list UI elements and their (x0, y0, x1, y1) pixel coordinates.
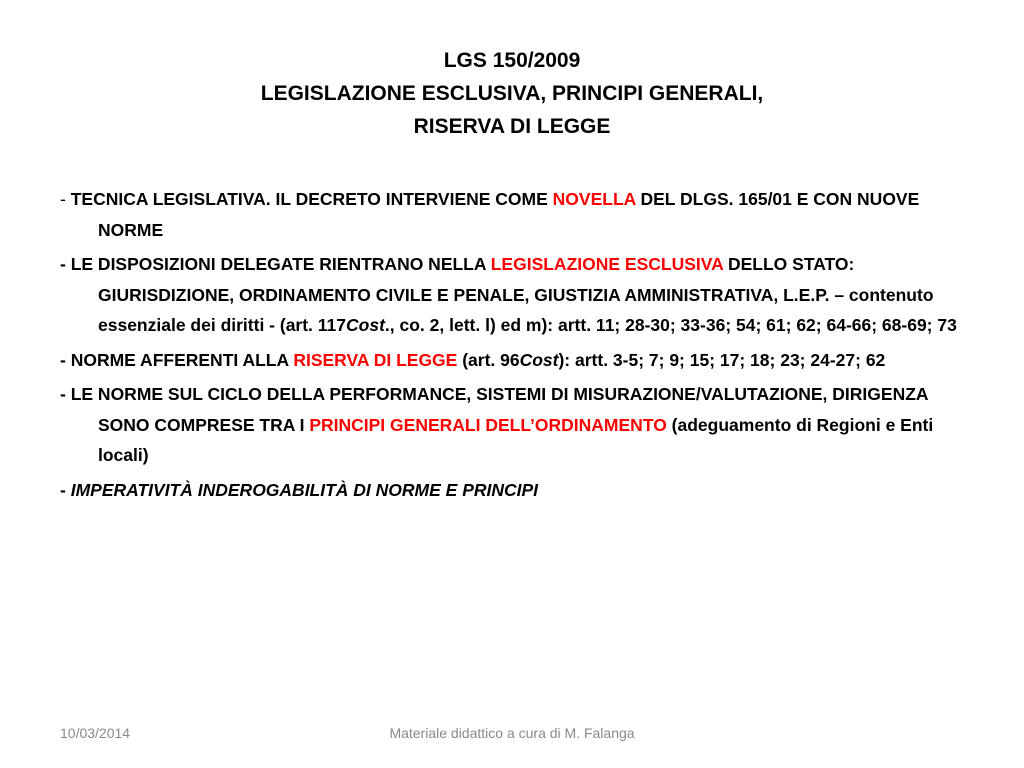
slide-title (0, 44, 1024, 143)
highlight-principi-generali: PRINCIPI GENERALI DELL’ORDINAMENTO (309, 414, 667, 435)
bullet-text: (art. 96 (457, 349, 520, 370)
bullet-text: DEL DLGS. 165/01 E CON NUOVE NORME (98, 189, 920, 240)
italic-cost: Cost (519, 349, 559, 370)
title-line-3: RISERVA DI LEGGE (413, 115, 611, 138)
highlight-riserva-di-legge: RISERVA DI LEGGE (293, 349, 458, 370)
bullet-dash: - (60, 479, 71, 500)
bullet-dash: - (60, 384, 71, 404)
bullet-dash: - (60, 349, 71, 370)
bullet-text: NORME AFFERENTI ALLA (70, 349, 294, 370)
bullet-text: ): artt. 3-5; 7; 9; 15; 17; 18; 23; 24-27; 62 (558, 349, 886, 370)
bullet-text: DELLO STATO: GIURISDIZIONE, ORDINAMENTO CIVILE E PENALE, GIUSTIZIA AMMINISTRATIVA, L.E.P. – contenuto essenziale dei diritti - (art. 117 (98, 254, 934, 335)
slide-body (60, 184, 970, 509)
highlight-novella: NOVELLA (552, 189, 636, 209)
bullet-dash: - (60, 189, 71, 209)
title-line-2: LEGISLAZIONE ESCLUSIVA, PRINCIPI GENERALI, (260, 82, 764, 105)
footer-date: 10/03/2014 (60, 725, 131, 741)
bullet-text: (adeguamento di Regioni e Enti locali) (98, 414, 934, 465)
bullet-text: ., co. 2, lett. l) ed m): artt. 11; 28-30; 33-36; 54; 61; 62; 64-66; 68-69; 73 (384, 315, 957, 335)
bullet-text: LE NORME SUL CICLO DELLA PERFORMANCE, SISTEMI DI MISURAZIONE/VALUTAZIONE, DIRIGENZA SONO COMPRESE TRA I (70, 384, 928, 435)
bullet-riserva-di-legge (60, 345, 970, 376)
bullet-imperativita (60, 475, 970, 506)
bullet-legislazione-esclusiva (60, 249, 970, 341)
bullet-text: LE DISPOSIZIONI DELEGATE RIENTRANO NELLA (70, 254, 491, 274)
bullet-ciclo-performance (60, 379, 970, 471)
footer-author: Materiale didattico a cura di M. Falanga (389, 725, 635, 741)
bullet-text-italic: IMPERATIVITÀ INDEROGABILITÀ DI NORME E PRINCIPI (70, 479, 539, 500)
italic-cost: Cost (346, 315, 385, 335)
bullet-tecnica-legislativa (60, 184, 970, 245)
title-line-1: LGS 150/2009 (443, 49, 581, 72)
bullet-text: TECNICA LEGISLATIVA. IL DECRETO INTERVIENE COME (70, 189, 553, 209)
bullet-dash: - (60, 254, 71, 274)
highlight-legislazione-esclusiva: LEGISLAZIONE ESCLUSIVA (490, 254, 724, 274)
